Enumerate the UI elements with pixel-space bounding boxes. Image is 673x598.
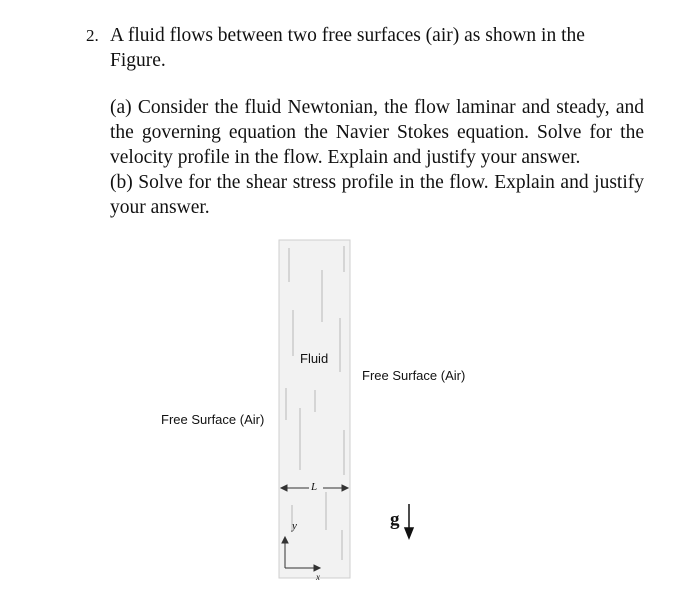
- question-part-a: (a) Consider the fluid Newtonian, the flow laminar and steady, and the governing equation the Navier Stokes equation. Solve for the velocity profile in the flow. Explain and justify your answer.: [110, 97, 644, 168]
- x-axis-label: x: [316, 572, 320, 582]
- gravity-label: g: [390, 509, 400, 530]
- right-free-surface-label: Free Surface (Air): [362, 368, 466, 383]
- question-part-b: (b) Solve for the shear stress profile in the flow. Explain and justify your answer.: [110, 172, 644, 218]
- gravity-arrow: [405, 504, 413, 538]
- y-axis-label: y: [292, 520, 297, 532]
- question-text: A fluid flows between two free surfaces (air) as shown in the Figure.: [110, 25, 585, 71]
- question-number: 2.: [86, 26, 99, 45]
- fluid-label: Fluid: [300, 351, 329, 366]
- width-label: L: [311, 481, 318, 493]
- left-free-surface-label: Free Surface (Air): [161, 412, 265, 427]
